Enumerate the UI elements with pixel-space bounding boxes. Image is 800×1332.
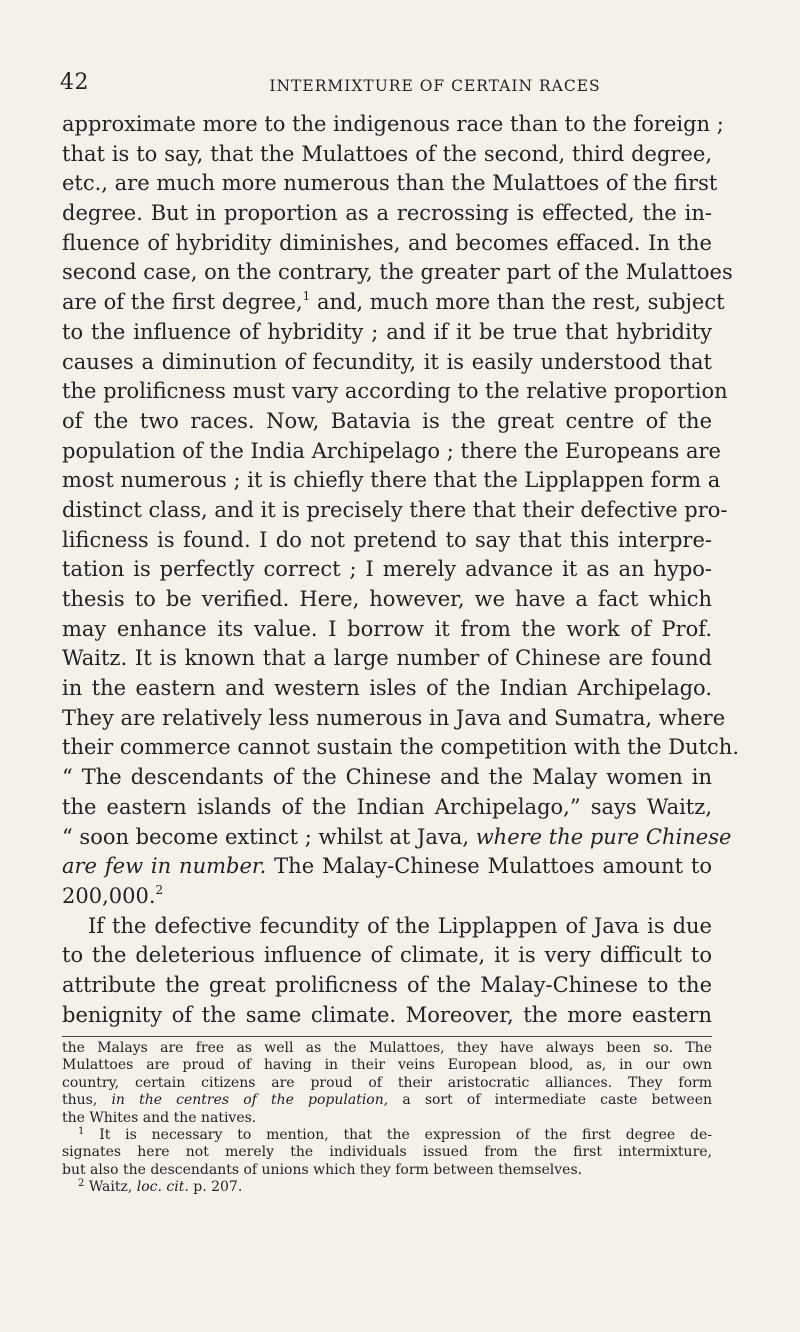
- italic-segment: loc. cit.: [136, 1179, 189, 1196]
- footnote-ref-1: 1: [302, 289, 311, 304]
- text-line: thesis to be verified. Here, however, we have a fact which: [62, 587, 712, 611]
- page-header: [60, 70, 740, 100]
- text-line: the eastern islands of the Indian Archipelago,” says Waitz,: [62, 794, 712, 819]
- footnote-number: 2: [78, 1178, 85, 1190]
- footnote-ref-2: 2: [155, 882, 164, 897]
- text-line: population of the India Archipelago ; there the Europeans are: [62, 438, 721, 463]
- text-line: the prolificness must vary according to the relative proportion: [62, 379, 728, 404]
- body-text: [62, 110, 739, 1030]
- text-line: [62, 882, 712, 912]
- text-line: etc., are much more numerous than the Mulattoes of the first: [62, 171, 718, 196]
- text-line: [62, 288, 725, 318]
- text-segment: “ soon become extinct ; whilst at Java,: [62, 824, 476, 849]
- text-segment: 200,000.: [62, 883, 156, 908]
- footnote-line: [62, 1127, 712, 1144]
- text-line: tation is perfectly correct ; I merely advance it as an hypo-: [62, 557, 712, 582]
- footnote-line: but also the descendants of unions which they form between themselves.: [62, 1161, 583, 1178]
- text-line: degree. But in proportion as a recrossing is effected, the in-: [62, 201, 712, 226]
- footnote-line: [62, 1179, 712, 1196]
- text-line: [62, 823, 732, 853]
- text-line: to the deleterious influence of climate, it is very difficult to: [62, 943, 712, 968]
- text-segment: a sort of intermediate caste between: [388, 1092, 712, 1109]
- text-segment: are of the first degree,: [62, 290, 303, 315]
- footnote-line: signates here not merely the individuals issued from the first intermixture,: [62, 1144, 712, 1161]
- text-line: [62, 852, 712, 882]
- italic-segment: are few in number.: [62, 854, 267, 879]
- text-line: to the influence of hybridity ; and if it be true that hybridity: [62, 319, 712, 344]
- text-line: Waitz. It is known that a large number of Chinese are found: [62, 646, 712, 671]
- text-segment: The Malay-Chinese Mulattoes amount to: [266, 854, 712, 879]
- text-segment: Waitz,: [84, 1179, 137, 1196]
- footnote-line: country, certain citizens are proud of their aristocratic alliances. They form: [62, 1074, 712, 1091]
- footnote-line: [62, 1092, 712, 1109]
- text-line: If the defective fecundity of the Lipplappen of Java is due: [88, 913, 712, 938]
- text-line: their commerce cannot sustain the competition with the Dutch.: [62, 735, 739, 760]
- italic-segment: where the pure Chinese: [475, 824, 732, 849]
- footnotes: [62, 1040, 712, 1197]
- text-line: in the eastern and western isles of the Indian Archipelago.: [62, 676, 712, 701]
- footnote-line: the Malays are free as well as the Mulattoes, they have always been so. The: [62, 1040, 712, 1056]
- text-segment: and, much more than the rest, subject: [310, 290, 725, 315]
- text-line: distinct class, and it is precisely there that their defective pro-: [62, 497, 728, 522]
- text-segment: It is necessary to mention, that the expression of the first degree de-: [84, 1126, 712, 1143]
- text-line: lificness is found. I do not pretend to say that this interpre-: [62, 527, 712, 552]
- footnote-divider: [62, 1036, 712, 1037]
- text-line: They are relatively less numerous in Java and Sumatra, where: [62, 705, 726, 730]
- page-number: 42: [60, 70, 89, 95]
- text-segment: p. 207.: [188, 1179, 243, 1196]
- text-segment: thus,: [62, 1092, 112, 1109]
- text-line: “ The descendants of the Chinese and the Malay women in: [62, 765, 712, 790]
- italic-segment: in the centres of the population,: [111, 1092, 389, 1109]
- text-line: of the two races. Now, Batavia is the great centre of the: [62, 408, 712, 433]
- text-line: approximate more to the indigenous race than to the foreign ;: [62, 112, 724, 136]
- footnote-line: the Whites and the natives.: [62, 1109, 257, 1126]
- text-line: attribute the great prolificness of the Malay-Chinese to the: [62, 972, 712, 997]
- text-line: may enhance its value. I borrow it from the work of Prof.: [62, 616, 712, 641]
- footnote-line: Mulattoes are proud of having in their veins European blood, as, in our own: [62, 1057, 712, 1074]
- text-line: most numerous ; it is chiefly there that the Lipplappen form a: [62, 468, 721, 493]
- text-line: fluence of hybridity diminishes, and becomes effaced. In the: [62, 230, 712, 255]
- footnote-number: 1: [78, 1125, 85, 1137]
- text-line: causes a diminution of fecundity, it is easily understood that: [62, 349, 712, 374]
- text-line: second case, on the contrary, the greater part of the Mulattoes: [62, 260, 733, 285]
- text-line: benignity of the same climate. Moreover, the more eastern: [62, 1002, 712, 1027]
- text-line: that is to say, that the Mulattoes of the second, third degree,: [62, 141, 712, 166]
- running-head: INTERMIXTURE OF CERTAIN RACES: [269, 77, 601, 95]
